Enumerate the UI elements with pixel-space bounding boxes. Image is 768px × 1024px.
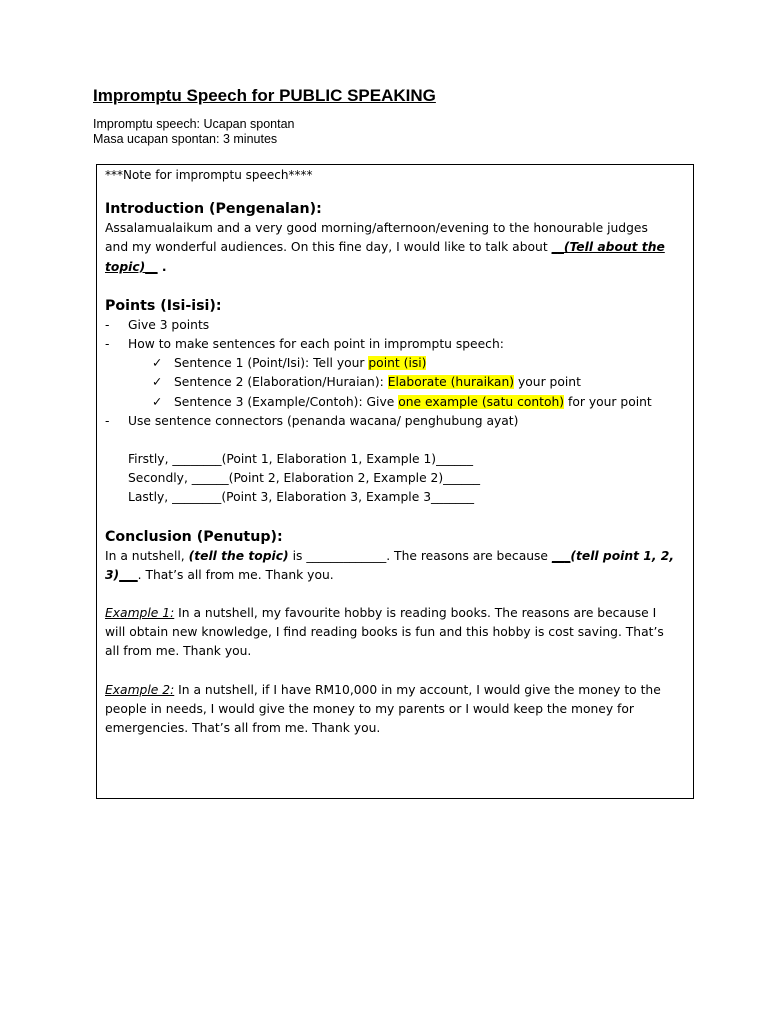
checklist-item: ✓ Sentence 1 (Point/Isi): Tell your point (isi) bbox=[105, 354, 690, 373]
topic-blank: __(Tell about the bbox=[551, 240, 665, 255]
example-2-line-1: Example 2: In a nutshell, if I have RM10,000 in my account, I would give the money to the bbox=[105, 682, 661, 697]
topic-blank-end: topic)__ bbox=[105, 259, 158, 274]
example-1-line-3: all from me. Thank you. bbox=[105, 644, 252, 659]
example-1-line-2: will obtain new knowledge, I find reading books is fun and this hobby is cost saving. That’s bbox=[105, 625, 664, 640]
list-item: - Give 3 points bbox=[105, 316, 690, 335]
introduction-heading: Introduction (Pengenalan): bbox=[105, 201, 322, 218]
introduction-line-2: and my wonderful audiences. On this fine day, I would like to talk about __(Tell about the bbox=[105, 240, 665, 255]
check-icon: ✓ bbox=[152, 375, 163, 390]
list-item: - How to make sentences for each point in impromptu speech: bbox=[105, 335, 690, 354]
dash-bullet: - bbox=[105, 413, 110, 428]
example-1-label: Example 1: bbox=[105, 606, 175, 621]
highlight-example: one example (satu contoh) bbox=[398, 394, 565, 409]
example-1-line-1: Example 1: In a nutshell, my favourite hobby is reading books. The reasons are because I bbox=[105, 606, 657, 621]
notes-content bbox=[105, 166, 690, 738]
checklist-item: ✓ Sentence 3 (Example/Contoh): Give one example (satu contoh) for your point bbox=[105, 393, 690, 412]
highlight-elaborate: Elaborate (huraikan) bbox=[387, 375, 515, 390]
introduction-line-1: Assalamualaikum and a very good morning/afternoon/evening to the honourable judges bbox=[105, 221, 648, 236]
checklist-item: ✓ Sentence 2 (Elaboration/Huraian): Elaborate (huraikan) your point bbox=[105, 373, 690, 392]
highlight-point: point (isi) bbox=[368, 356, 427, 371]
points-heading: Points (Isi-isi): bbox=[105, 297, 222, 314]
subtitle-line-2: Masa ucapan spontan: 3 minutes bbox=[93, 132, 278, 146]
connector-line-3: Lastly, ________(Point 3, Elaboration 3, Example 3_______ bbox=[128, 490, 475, 505]
dash-bullet: - bbox=[105, 317, 110, 332]
example-2-line-3: emergencies. That’s all from me. Thank you. bbox=[105, 721, 381, 736]
check-icon: ✓ bbox=[152, 394, 163, 409]
conclusion-line-2: 3)___. That’s all from me. Thank you. bbox=[105, 567, 334, 582]
dash-bullet: - bbox=[105, 337, 110, 352]
connector-line-2: Secondly, ______(Point 2, Elaboration 2, Example 2)______ bbox=[128, 471, 481, 486]
introduction-line-3: topic)__ . bbox=[105, 259, 167, 274]
note-heading: ***Note for impromptu speech**** bbox=[105, 168, 313, 182]
example-2-label: Example 2: bbox=[105, 682, 175, 697]
conclusion-heading: Conclusion (Penutup): bbox=[105, 528, 283, 545]
connector-line-1: Firstly, ________(Point 1, Elaboration 1, Example 1)______ bbox=[128, 452, 473, 467]
check-icon: ✓ bbox=[152, 356, 163, 371]
list-item: - Use sentence connectors (penanda wacana/ penghubung ayat) bbox=[105, 412, 690, 431]
example-2-line-2: people in needs, I would give the money to my parents or I would keep the money for bbox=[105, 701, 634, 716]
subtitle-line-1: Impromptu speech: Ucapan spontan bbox=[93, 117, 295, 131]
page-title: Impromptu Speech for PUBLIC SPEAKING bbox=[93, 86, 436, 105]
conclusion-line-1: In a nutshell, (tell the topic) is _____________. The reasons are because ___(tell point 1, 2, bbox=[105, 548, 675, 563]
